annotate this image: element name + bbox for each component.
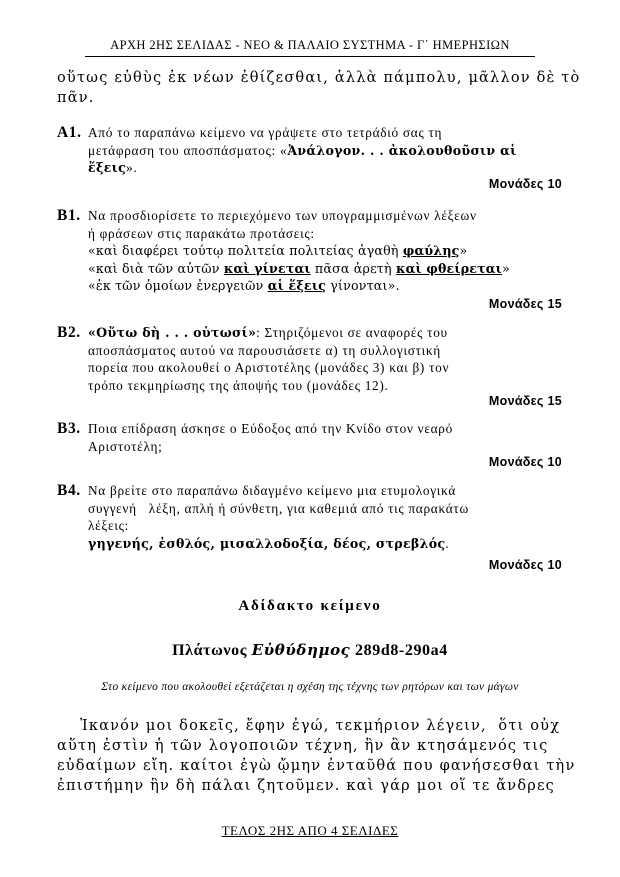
text-line	[88, 142, 563, 160]
underlined-word: φαύλης	[402, 243, 460, 258]
text-line: πορεία που ακολουθεί ο Αριστοτέλης (μονάδες 3) και β) τον	[88, 360, 450, 375]
question-b4	[57, 482, 563, 552]
unseen-text-title	[0, 641, 620, 660]
text-line: Αριστοτέλη;	[88, 438, 163, 454]
text-line	[88, 159, 563, 177]
text-line: Να βρείτε στο παραπάνω διδαγμένο κείμενο μια ετυμολογικά	[88, 483, 457, 498]
underlined-word: καὶ φθείρεται	[395, 260, 502, 276]
question-label: Β4.	[57, 482, 81, 499]
question-a1	[57, 124, 563, 177]
passage-line: ἐπιστήμην ἣν δὴ πάλαι ζητοῦμεν. καὶ γάρ μοι οἵ τε ἄνδρες	[57, 778, 556, 794]
marks-b1: Μονάδες 15	[488, 297, 562, 311]
text-line: τρόπο τεκμηρίωσης της άποψής του (μονάδες 12).	[88, 377, 389, 393]
question-label: Α1.	[57, 124, 82, 141]
intro-text	[57, 68, 581, 108]
underlined-word: καὶ γίνεται	[223, 260, 311, 276]
text-line	[88, 324, 563, 342]
marks-b3: Μονάδες 10	[488, 455, 562, 469]
greek-sentence	[88, 260, 563, 278]
question-b3	[57, 420, 563, 455]
page-header: ΑΡΧΗ 2ΗΣ ΣΕΛΙΔΑΣ - ΝΕΟ & ΠΑΛΑΙΟ ΣΥΣΤΗΜΑ - Γ΄ ΗΜΕΡΗΣΙΩΝ	[110, 38, 510, 52]
greek-bold-phrase: Ἀνάλογον. . . ἀκολουθοῦσιν αἱ	[287, 142, 517, 158]
marks-b2: Μονάδες 15	[488, 394, 562, 408]
intro-line-1: οὕτως εὐθὺς ἐκ νέων ἐθίζεσθαι, ἀλλὰ πάμπολυ, μᾶλλον δὲ τὸ	[57, 70, 581, 86]
text-span: : Στηριζόμενοι σε αναφορές του	[256, 325, 448, 340]
question-text	[88, 207, 563, 295]
title-work: Εὐθύδημος	[251, 641, 351, 659]
unseen-text-heading: Αδίδακτο κείμενο	[238, 598, 382, 614]
greek-bold-phrase: «Οὕτω δὴ . . . οὑτωσί»	[88, 325, 257, 340]
question-text	[88, 124, 563, 177]
text-line: Ποια επίδραση άσκησε ο Εύδοξος από την Κνίδο στον νεαρό	[88, 421, 453, 436]
text-line: αποσπάσματος αυτού να παρουσιάσετε α) τη συλλογιστική	[88, 342, 441, 358]
text-span: »	[501, 260, 510, 276]
question-label: Β3.	[57, 420, 81, 437]
question-label: Β2.	[57, 324, 81, 341]
passage-line: εὐδαίμων εἴη. καίτοι ἐγὼ ᾤμην ἐνταῦθά που φανήσεσθαι τὴν	[57, 758, 576, 774]
unseen-text-note: Στο κείμενο που ακολουθεί εξετάζεται η σχέση της τέχνης των ρητόρων και των μάγων	[101, 681, 519, 693]
title-author: Πλάτωνος	[172, 642, 252, 659]
question-b2	[57, 324, 563, 394]
greek-bold-phrase: ἕξεις	[88, 160, 127, 175]
text-line: Να προσδιορίσετε το περιεχόμενο των υπογραμμισμένων λέξεων	[88, 208, 477, 223]
question-text	[88, 420, 563, 455]
text-span: μετάφραση του αποσπάσματος: «	[88, 142, 288, 158]
text-line	[88, 535, 563, 553]
greek-sentence	[88, 242, 563, 260]
greek-sentence	[88, 277, 563, 295]
intro-line-2: πᾶν.	[57, 90, 95, 106]
text-line: Από το παραπάνω κείμενο να γράψετε στο τετράδιό σας τη	[88, 125, 443, 140]
text-span: »	[459, 243, 468, 258]
question-b1	[57, 207, 563, 295]
question-text	[88, 324, 563, 394]
marks-a1: Μονάδες 10	[488, 177, 562, 191]
text-line: συγγενή λέξη, απλή ή σύνθετη, για καθεμιά από τις παρακάτω	[88, 500, 469, 516]
text-span: ».	[126, 160, 138, 175]
header-underline	[85, 56, 535, 57]
passage-line: αὕτη ἐστὶν ἡ τῶν λογοποιῶν τέχνη, ἣν ἂν κτησάμενός τις	[57, 738, 549, 754]
text-line: ή φράσεων στις παρακάτω προτάσεις:	[88, 225, 315, 241]
text-span: γίνονται».	[326, 278, 400, 293]
text-line: λέξεις:	[88, 518, 129, 533]
passage-line: Ἱκανόν μοι δοκεῖς, ἔφην ἐγώ, τεκμήριον λέγειν, ὅτι οὐχ	[57, 718, 561, 734]
greek-bold-phrase: γηγενής, ἐσθλός, μισαλλοδοξία, δέος, στρεβλός	[88, 535, 446, 551]
unseen-passage	[57, 716, 576, 796]
text-span: πᾶσα ἀρετὴ	[310, 260, 396, 276]
underlined-word: αἱ ἕξεις	[267, 278, 327, 293]
marks-b4: Μονάδες 10	[488, 558, 562, 572]
question-label: Β1.	[57, 207, 81, 224]
text-span: «ἐκ τῶν ὁμοίων ἐνεργειῶν	[88, 278, 268, 293]
title-reference: 289d8-290a4	[350, 642, 448, 659]
page-footer: ΤΕΛΟΣ 2ΗΣ ΑΠΟ 4 ΣΕΛΙΔΕΣ	[221, 823, 399, 838]
question-text	[88, 482, 563, 552]
text-span: .	[445, 535, 450, 551]
text-span: «καὶ διαφέρει τούτῳ πολιτεία πολιτείας ἀγαθὴ	[88, 243, 403, 258]
text-span: «καὶ διὰ τῶν αὐτῶν	[88, 260, 224, 276]
